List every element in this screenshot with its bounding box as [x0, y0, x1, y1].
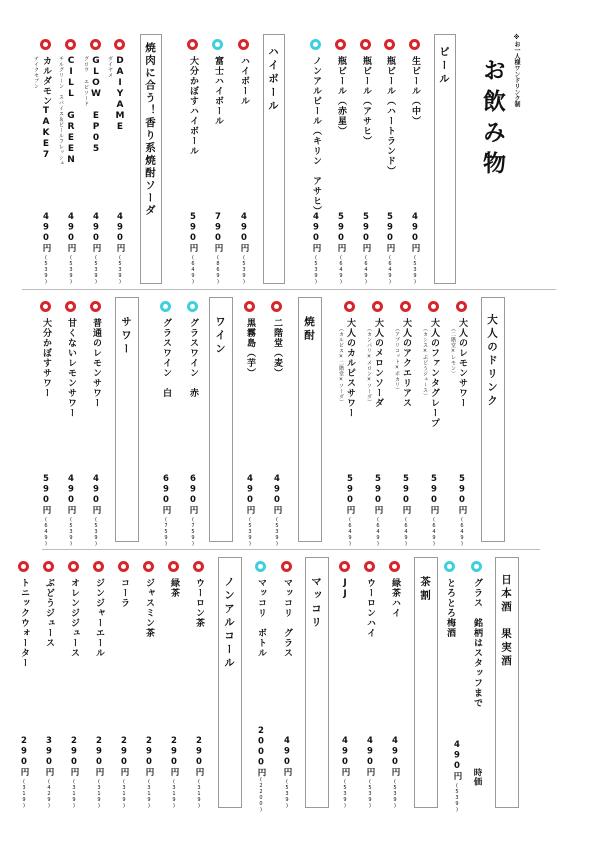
menu-item-name: ウーロンハイ	[365, 578, 375, 638]
wine-icon	[187, 301, 198, 312]
menu-item-price: 490円	[245, 474, 255, 515]
tea-wari-icon	[339, 561, 350, 572]
menu-item-price: 490円	[239, 212, 249, 253]
menu-item-taxed-price: (539)	[68, 255, 74, 285]
shochu-icon	[244, 301, 255, 312]
menu-item-taxed-price: (539)	[412, 255, 418, 285]
menu-item-price: 時価	[472, 768, 482, 786]
soft-drink-icon	[93, 561, 104, 572]
category-beer: ビール	[438, 46, 450, 87]
menu-item-taxed-price: (319)	[146, 779, 152, 809]
menu-item-price: 490円	[91, 212, 101, 253]
soft-drink-icon	[168, 561, 179, 572]
menu-item-price: 590円	[385, 212, 395, 253]
menu-item-name: CILL GREEN	[66, 56, 76, 166]
menu-item-taxed-price: (539)	[241, 255, 247, 285]
sake-icon	[444, 561, 455, 572]
menu-item-name: 富士ハイボール	[213, 56, 223, 126]
category-sake: 日本酒 果実酒	[500, 574, 512, 669]
beer-icon	[335, 39, 346, 50]
menu-item-price: 490円	[365, 736, 375, 777]
menu-item-taxed-price: (649)	[363, 255, 369, 285]
sour-icon	[65, 301, 76, 312]
makgeolli-icon	[281, 561, 292, 572]
beer-icon	[384, 39, 395, 50]
menu-item-reading: グロウ エピソード	[83, 56, 89, 107]
menu-item-price: 490円	[91, 474, 101, 515]
adult-drink-icon	[400, 301, 411, 312]
menu-item-name: マッコリ グラス	[282, 578, 292, 658]
menu-item-taxed-price: (649)	[459, 517, 465, 547]
menu-item-price: 490円	[452, 740, 462, 781]
menu-item-price: 590円	[373, 474, 383, 515]
menu-item-description: （二階堂×レモン）	[450, 326, 456, 377]
category-wine: ワイン	[214, 316, 226, 357]
menu-item-taxed-price: (539)	[392, 779, 398, 809]
menu-item-taxed-price: (319)	[71, 779, 77, 809]
menu-item-name: 二階堂（麦）	[272, 318, 282, 378]
category-adult-drinks: 大人のドリンク	[486, 314, 498, 409]
menu-item-name: とろとろ梅酒	[445, 578, 455, 638]
menu-item-taxed-price: (539)	[93, 255, 99, 285]
menu-item-price: 290円	[119, 736, 129, 777]
category-nonalcohol: ノンアルコール	[223, 576, 235, 671]
menu-item-taxed-price: (649)	[43, 517, 49, 547]
soft-drink-icon	[68, 561, 79, 572]
menu-item-name: グラスワイン 赤	[188, 318, 198, 398]
menu-item-name: グラス 銘柄はスタッフまで	[472, 578, 482, 708]
menu-item-price: 590円	[361, 212, 371, 253]
menu-item-name: トニックウォーター	[19, 578, 29, 668]
menu-item-price: 290円	[169, 736, 179, 777]
menu-item-taxed-price: (649)	[347, 517, 353, 547]
tea-wari-icon	[364, 561, 375, 572]
menu-item-reading: チルグリーン スパイス＆ピールフレッシュ	[58, 56, 64, 166]
beer-icon	[360, 39, 371, 50]
sour-icon	[40, 301, 51, 312]
menu-item-name: グラスワイン 白	[161, 318, 171, 398]
menu-item-price: 590円	[345, 474, 355, 515]
menu-item-name: 大人のファンタグレープ	[429, 318, 439, 428]
menu-item-price: 490円	[66, 212, 76, 253]
menu-item-name: ぶどうジュース	[44, 578, 54, 648]
menu-item-price: 490円	[66, 474, 76, 515]
menu-item-name: 黒霧島（芋）	[245, 318, 255, 378]
menu-item-name: ノンアルビール（キリン アサヒ）	[311, 56, 321, 216]
menu-item-name: 緑茶ハイ	[390, 578, 400, 618]
menu-item-name: ジャスミン茶	[144, 578, 154, 638]
menu-item-price: 490円	[390, 736, 400, 777]
menu-item-taxed-price: (649)	[190, 255, 196, 285]
menu-item-price: 490円	[272, 474, 282, 515]
menu-item-price: 490円	[115, 212, 125, 253]
highball-icon	[187, 39, 198, 50]
shochu-soda-icon	[65, 39, 76, 50]
wine-icon	[160, 301, 171, 312]
category-tea-wari: 茶割	[419, 576, 431, 603]
menu-item-taxed-price: (539)	[454, 783, 460, 813]
menu-item-name: DAIYAME	[115, 56, 125, 133]
sour-icon	[90, 301, 101, 312]
menu-item-price: 590円	[336, 212, 346, 253]
category-shochu: 焼酎	[303, 316, 315, 343]
menu-item-name: ウーロン茶	[194, 578, 204, 628]
menu-item-taxed-price: (539)	[342, 779, 348, 809]
menu-item-taxed-price: (539)	[117, 255, 123, 285]
menu-item-taxed-price: (649)	[431, 517, 437, 547]
menu-item-name: 甘くないレモンサワー	[66, 318, 76, 418]
menu-item-price: 690円	[161, 474, 171, 515]
page-title: お飲み物	[479, 58, 506, 182]
adult-drink-icon	[428, 301, 439, 312]
menu-item-taxed-price: (539)	[367, 779, 373, 809]
menu-item-price: 590円	[429, 474, 439, 515]
beer-icon	[409, 39, 420, 50]
menu-item-name: 普通のレモンサワー	[91, 318, 101, 408]
menu-item-name: オレンジジュース	[69, 578, 79, 658]
shochu-soda-icon	[40, 39, 51, 50]
menu-item-price: 290円	[194, 736, 204, 777]
menu-item-taxed-price: (539)	[247, 517, 253, 547]
tea-wari-icon	[389, 561, 400, 572]
menu-item-price: 490円	[410, 212, 420, 253]
menu-item-name: 大人のアクエリアス	[401, 318, 411, 408]
highball-icon	[238, 39, 249, 50]
menu-item-name: JJ	[340, 578, 350, 600]
shochu-soda-icon	[90, 39, 101, 50]
menu-item-price: 290円	[19, 736, 29, 777]
menu-item-description: （カシス×ぶどうジュース）	[422, 326, 428, 399]
menu-item-taxed-price: (759)	[163, 517, 169, 547]
menu-item-price: 290円	[144, 736, 154, 777]
menu-item-name: ハイボール	[239, 56, 249, 106]
menu-item-price: 490円	[282, 736, 292, 777]
menu-item-description: （カルピス×二階堂×ソーダ）	[338, 326, 344, 405]
beer-icon	[310, 39, 321, 50]
menu-item-taxed-price: (759)	[190, 517, 196, 547]
menu-item-taxed-price: (319)	[121, 779, 127, 809]
menu-item-price: 390円	[44, 736, 54, 777]
category-makgeolli: マッコリ	[310, 576, 322, 630]
category-sour: サワー	[120, 316, 132, 357]
menu-item-name: マッコリ ボトル	[256, 578, 266, 658]
menu-item-name: 大人のカルピスサワー	[345, 318, 355, 418]
menu-item-name: 瓶ビール（赤星）	[336, 56, 346, 136]
menu-item-price: 2000円	[256, 726, 266, 777]
soft-drink-icon	[43, 561, 54, 572]
section-divider-bottom	[42, 549, 540, 550]
menu-item-taxed-price: (649)	[387, 255, 393, 285]
menu-item-taxed-price: (539)	[43, 255, 49, 285]
menu-item-name: 大人のメロンソーダ	[373, 318, 383, 408]
menu-item-price: 490円	[41, 212, 51, 253]
menu-item-name: カルダモンTAKE7	[41, 56, 51, 161]
promo-text: 焼肉に合う！香り系焼酎ソーダ	[144, 42, 156, 217]
menu-item-taxed-price: (2200)	[258, 777, 264, 813]
menu-item-taxed-price: (869)	[215, 255, 221, 285]
menu-item-price: 590円	[401, 474, 411, 515]
soft-drink-icon	[18, 561, 29, 572]
one-drink-note: ※お一人様ワンドリンク制	[513, 34, 520, 107]
shochu-icon	[271, 301, 282, 312]
adult-drink-icon	[372, 301, 383, 312]
menu-item-taxed-price: (319)	[21, 779, 27, 809]
menu-item-reading: テイクセブン	[33, 56, 39, 89]
menu-item-taxed-price: (319)	[196, 779, 202, 809]
menu-item-taxed-price: (429)	[46, 779, 52, 809]
soft-drink-icon	[193, 561, 204, 572]
highball-icon	[212, 39, 223, 50]
menu-item-taxed-price: (319)	[171, 779, 177, 809]
soft-drink-icon	[118, 561, 129, 572]
makgeolli-icon	[255, 561, 266, 572]
menu-item-reading: ダイヤメ	[107, 56, 113, 78]
menu-item-name: 瓶ビール（アサヒ）	[361, 56, 371, 146]
menu-item-taxed-price: (539)	[313, 255, 319, 285]
menu-item-name: 大分かぼすサワー	[41, 318, 51, 398]
adult-drink-icon	[456, 301, 467, 312]
menu-item-price: 290円	[69, 736, 79, 777]
menu-item-price: 490円	[311, 212, 321, 253]
sake-icon	[471, 561, 482, 572]
menu-item-name: GLOW EP05	[91, 56, 101, 155]
menu-item-name: 生ビール（中）	[410, 56, 420, 126]
menu-item-description: （カンパリ×メロン×ソーダ）	[366, 326, 372, 405]
adult-drink-icon	[344, 301, 355, 312]
menu-item-name: 大人のレモンサワー	[457, 318, 467, 408]
category-highball: ハイボール	[267, 46, 279, 114]
menu-item-name: コーラ	[119, 578, 129, 608]
menu-item-price: 590円	[457, 474, 467, 515]
menu-item-name: ジンジャーエール	[94, 578, 104, 658]
menu-item-taxed-price: (539)	[284, 779, 290, 809]
menu-item-name: 瓶ビール（ハートランド）	[385, 56, 395, 176]
menu-item-taxed-price: (649)	[403, 517, 409, 547]
menu-item-price: 290円	[94, 736, 104, 777]
menu-item-taxed-price: (649)	[338, 255, 344, 285]
menu-item-taxed-price: (539)	[68, 517, 74, 547]
menu-item-description: （アプリコット×ポカリ）	[394, 326, 400, 393]
menu-item-price: 690円	[188, 474, 198, 515]
menu-item-taxed-price: (649)	[375, 517, 381, 547]
menu-item-price: 790円	[213, 212, 223, 253]
soft-drink-icon	[143, 561, 154, 572]
menu-item-name: 大分かぼすハイボール	[188, 56, 198, 156]
menu-item-taxed-price: (539)	[93, 517, 99, 547]
menu-item-price: 590円	[188, 212, 198, 253]
menu-item-price: 590円	[41, 474, 51, 515]
section-divider-top	[22, 289, 556, 290]
menu-item-name: 緑茶	[169, 578, 179, 598]
shochu-soda-icon	[114, 39, 125, 50]
menu-item-taxed-price: (319)	[96, 779, 102, 809]
menu-item-price: 490円	[340, 736, 350, 777]
menu-item-taxed-price: (539)	[274, 517, 280, 547]
